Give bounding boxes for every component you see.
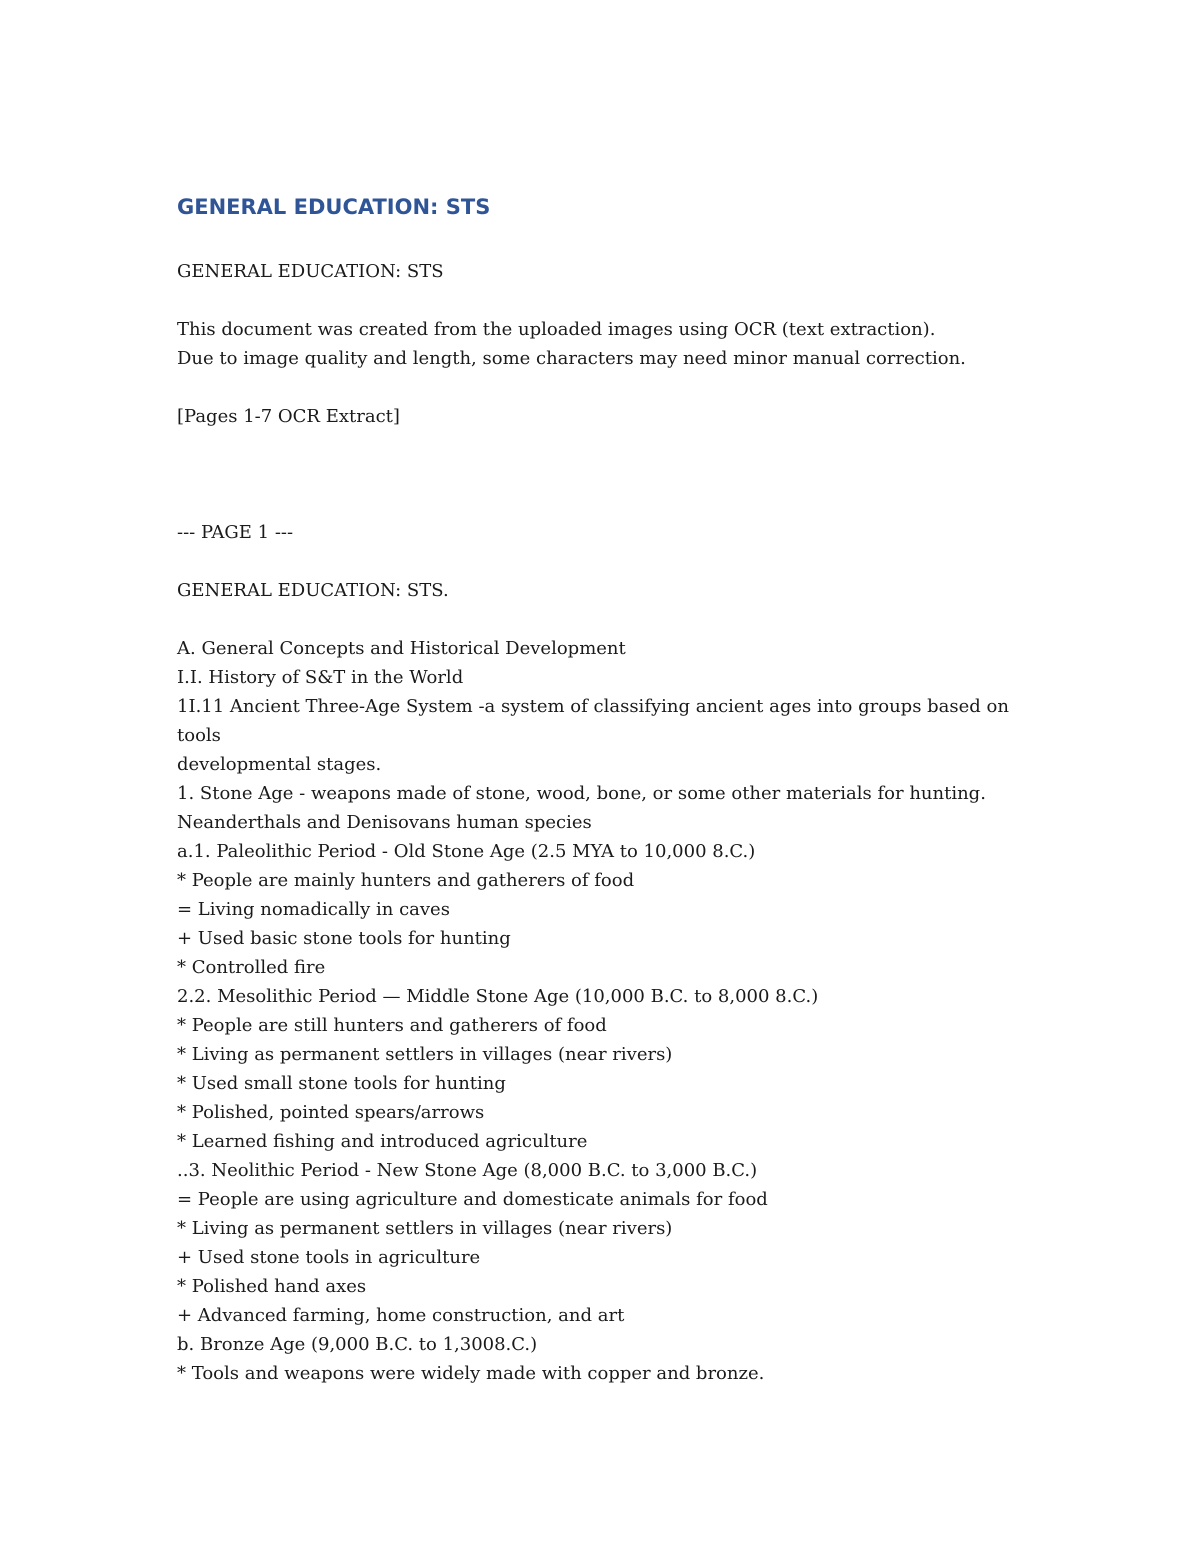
document-subtitle: GENERAL EDUCATION: STS [177,261,444,282]
spacer [177,605,1037,634]
body-line: Neanderthals and Denisovans human species [177,812,592,833]
spacer [177,547,1037,576]
body-line: * Living as permanent settlers in villages (near rivers) [177,1044,673,1065]
body-line: + Advanced farming, home construction, and art [177,1305,625,1326]
body-line: I.I. History of S&T in the World [177,667,464,688]
page-marker: --- PAGE 1 --- [177,522,294,543]
body-line: * Living as permanent settlers in villages (near rivers) [177,1218,673,1239]
body-line: 2.2. Mesolithic Period — Middle Stone Age (10,000 B.C. to 8,000 8.C.) [177,986,819,1007]
body-line: * Learned fishing and introduced agriculture [177,1131,588,1152]
body-line: tools [177,725,221,746]
body-line: * People are still hunters and gatherers of food [177,1015,607,1036]
body-line: developmental stages. [177,754,382,775]
document-content [177,190,1037,1388]
body-line: b. Bronze Age (9,000 B.C. to 1,3008.C.) [177,1334,538,1355]
body-line: = Living nomadically in caves [177,899,450,920]
intro-line: This document was created from the uploaded images using OCR (text extraction). [177,319,936,340]
pages-note: [Pages 1-7 OCR Extract] [177,406,400,427]
spacer [177,224,1037,257]
document-heading: GENERAL EDUCATION: STS [177,195,491,219]
body-line: A. General Concepts and Historical Development [177,638,626,659]
body-line: 1I.11 Ancient Three-Age System -a system of classifying ancient ages into groups based on [177,696,1009,717]
body-line: * Used small stone tools for hunting [177,1073,506,1094]
body-line: + Used stone tools in agriculture [177,1247,481,1268]
body-line: 1. Stone Age - weapons made of stone, wood, bone, or some other materials for hunting. [177,783,986,804]
body-line: ..3. Neolithic Period - New Stone Age (8,000 B.C. to 3,000 B.C.) [177,1160,758,1181]
body-line: * Tools and weapons were widely made with copper and bronze. [177,1363,765,1384]
body-text [177,634,1037,1388]
body-line: * Controlled fire [177,957,326,978]
page-title: GENERAL EDUCATION: STS. [177,580,449,601]
body-line: * Polished, pointed spears/arrows [177,1102,485,1123]
body-line: + Used basic stone tools for hunting [177,928,511,949]
body-line: a.1. Paleolithic Period - Old Stone Age (2.5 MYA to 10,000 8.C.) [177,841,756,862]
spacer [177,431,1037,518]
body-line: = People are using agriculture and domesticate animals for food [177,1189,768,1210]
spacer [177,373,1037,402]
body-line: * People are mainly hunters and gatherers of food [177,870,635,891]
body-line: * Polished hand axes [177,1276,367,1297]
spacer [177,286,1037,315]
intro-line: Due to image quality and length, some characters may need minor manual correction. [177,348,966,369]
